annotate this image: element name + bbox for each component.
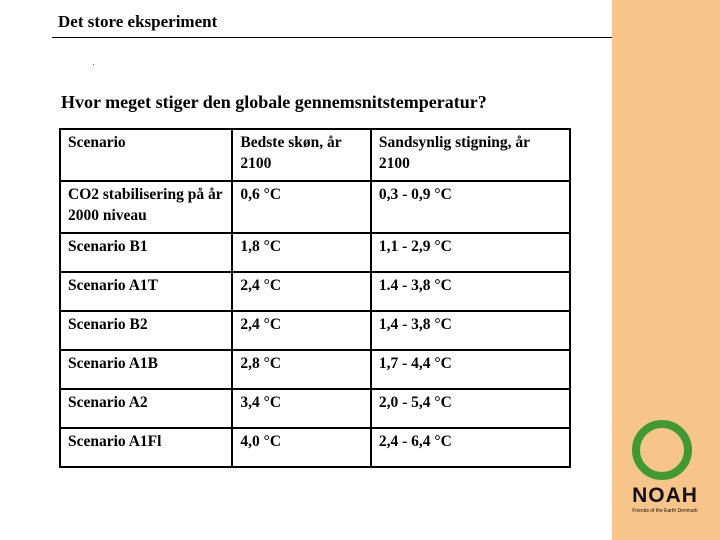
cell-likely-range: 2,0 - 5,4 °C: [371, 389, 570, 428]
cell-best-estimate: 1,8 °C: [232, 233, 370, 272]
cell-best-estimate: 2,4 °C: [232, 272, 370, 311]
cell-best-estimate: 2,8 °C: [232, 350, 370, 389]
cell-best-estimate: 2,4 °C: [232, 311, 370, 350]
temperature-table: [59, 128, 571, 468]
cell-likely-range: 1,7 - 4,4 °C: [371, 350, 570, 389]
cell-best-estimate: 0,6 °C: [232, 181, 370, 233]
stray-dot: [93, 64, 94, 65]
table-row: [60, 311, 570, 350]
cell-likely-range: 1,4 - 3,8 °C: [371, 311, 570, 350]
header-best-estimate: Bedste skøn, år 2100: [232, 129, 370, 181]
header-likely-range: Sandsynlig stigning, år 2100: [371, 129, 570, 181]
logo-tagline: Friends of the Earth Denmark: [632, 508, 698, 514]
header-scenario: Scenario: [60, 129, 232, 181]
table-row: [60, 350, 570, 389]
table-row: [60, 428, 570, 467]
cell-likely-range: 0,3 - 0,9 °C: [371, 181, 570, 233]
cell-likely-range: 1.4 - 3,8 °C: [371, 272, 570, 311]
cell-scenario: CO2 stabilisering på år 2000 niveau: [60, 181, 232, 233]
logo-ring-icon: [632, 420, 692, 480]
cell-likely-range: 2,4 - 6,4 °C: [371, 428, 570, 467]
cell-scenario: Scenario B2: [60, 311, 232, 350]
cell-scenario: Scenario A1Fl: [60, 428, 232, 467]
cell-best-estimate: 3,4 °C: [232, 389, 370, 428]
noah-logo: [624, 420, 706, 520]
cell-scenario: Scenario B1: [60, 233, 232, 272]
table-row: [60, 233, 570, 272]
cell-scenario: Scenario A2: [60, 389, 232, 428]
table-row: [60, 389, 570, 428]
cell-likely-range: 1,1 - 2,9 °C: [371, 233, 570, 272]
table-row: [60, 181, 570, 233]
cell-best-estimate: 4,0 °C: [232, 428, 370, 467]
slide-title: Det store eksperiment: [58, 12, 218, 31]
logo-wordmark: NOAH: [632, 484, 698, 507]
table-header-row: [60, 129, 570, 181]
cell-scenario: Scenario A1T: [60, 272, 232, 311]
question-heading: Hvor meget stiger den globale gennemsnitstemperatur?: [61, 92, 487, 112]
table-row: [60, 272, 570, 311]
cell-scenario: Scenario A1B: [60, 350, 232, 389]
title-divider: [52, 37, 612, 38]
